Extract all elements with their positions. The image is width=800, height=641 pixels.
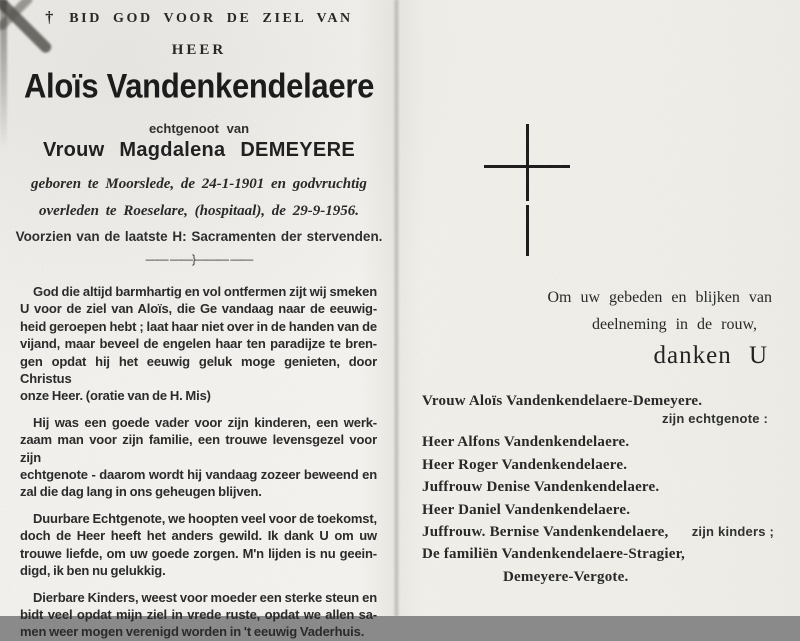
prayer-paragraph [20,589,377,641]
spouse-name: Vrouw Magdalena DEMEYERE [43,139,355,161]
divider-ornament: ―― ――}――― ―― [145,252,253,266]
widow-tag-row [422,412,768,426]
thanks-block [428,284,772,371]
text-line: heid geroepen hebt ; laat haar niet over in de handen van de [20,318,377,334]
text-line: digd, ik ben nu gelukkig. [20,563,166,579]
deceased-name: Aloïs Vandenkendelaere [23,66,375,106]
widow-tag: zijn echtgenote : [662,411,768,427]
mourner-child: Heer Daniel Vandenkendelaere. [422,501,631,518]
thanks-line: Om uw gebeden en blijken van [547,289,772,306]
text-line: trouwe liefde, om uw goede zorgen. M'n lijden is nu geein- [20,545,377,561]
text-line: echtgenote - daarom wordt hij vandaag zozeer beweend en [20,467,377,483]
text-line: men weer mogen verenigd worden in 't eeuwig Vaderhuis. [20,624,365,640]
text-line: Dierbare Kinders, weest voor moeder een sterke steun en [33,589,377,605]
text-line: doch de Heer heeft het anders gewild. Ik dank U om uw [20,528,377,544]
prayer-text [20,283,377,641]
mourner-child: Heer Alfons Vandenkendelaere. [422,434,630,451]
text-line: gen opdat hij het eeuwig geluk moge genieten, door Christus [20,353,377,387]
text-line: Hij was een goede vader voor zijn kinderen, een werk- [33,414,377,430]
mourner-families: De familiën Vandenkendelaere-Stragier, [422,546,686,563]
invocation-line [0,9,398,27]
mourner-families: Demeyere-Vergote. [503,568,629,585]
mourner-child: Juffrouw Denise Vandenkendelaere. [422,479,660,496]
dagger-cross-icon: † [45,9,54,26]
children-tag: zijn kinders ; [691,524,774,540]
prayer-paragraph [20,283,377,405]
sacraments-line: Voorzien van de laatste H: Sacramenten der stervenden. [15,229,383,244]
relation-line: echtgenoot van [148,121,250,136]
text-line: Duurbare Echtgenote, we hoopten veel voor de toekomst, [33,510,377,526]
honorific-line: HEER [171,42,227,58]
text-line: onze Heer. (oratie van de H. Mis) [20,388,211,404]
text-line: zal die dag lang in ons geheugen blijven. [20,484,262,500]
mourner-child: Heer Roger Vandenkendelaere. [422,456,628,473]
death-line: overleden te Roeselare, (hospitaal), de 29-9-1956. [39,203,359,219]
mourner-widow: Vrouw Aloïs Vandenkendelaere-Demeyere. [422,393,703,409]
thanks-emphasis: danken U [653,342,768,369]
mourner-child-row [422,521,774,543]
prayer-paragraph [20,510,377,580]
invocation-text: BID GOD VOOR DE ZIEL VAN [69,11,353,26]
text-line: U voor de ziel van Aloïs, die Ge vandaag naar de eeuwig- [20,301,377,317]
prayer-paragraph [20,414,377,501]
mourner-child: Juffrouw. Bernise Vandenkendelaere, [422,524,669,541]
thanks-line: deelneming in de rouw, [591,316,757,333]
text-line: bidt veel opdat mijn ziel in vrede ruste, opdat we allen sa- [20,606,377,622]
text-line: zaam man voor zijn familie, een trouwe levensgezel voor zijn [20,432,377,465]
birth-line: geboren te Moorslede, de 24-1-1901 en godvruchtig [31,176,367,192]
mourners-list [422,390,774,588]
text-line: vijand, maar beveel de engelen haar ten paradijze te bren- [20,336,377,352]
text-line: God die altijd barmhartig en vol ontfermen zijt wij smeken [33,284,377,299]
